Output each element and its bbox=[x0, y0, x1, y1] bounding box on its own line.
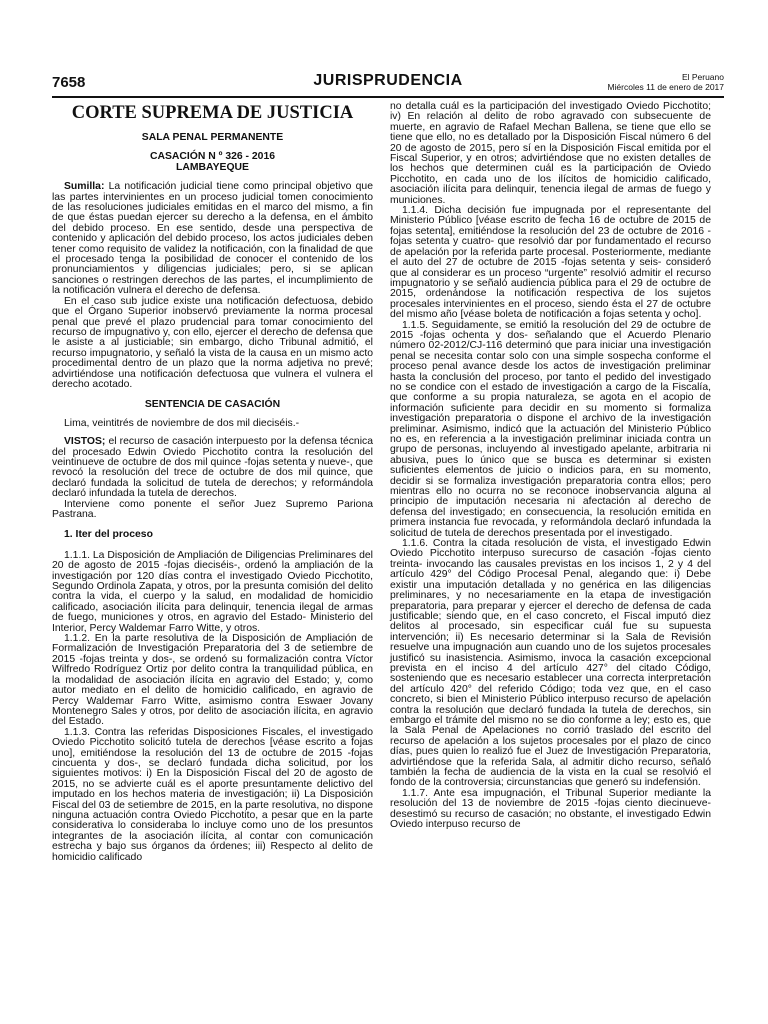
publication-date: Miércoles 11 de enero de 2017 bbox=[607, 82, 724, 92]
header-rule bbox=[52, 96, 724, 98]
vistos-label: VISTOS; bbox=[64, 436, 106, 448]
section-title: JURISPRUDENCIA bbox=[313, 72, 463, 89]
paragraph-1-1-7: 1.1.7. Ante esa impugnación, el Tribunal Superior mediante la resolución del 13 de noviembre de 2015 -fojas ciento diecinueve- desestimó su recurso de casación; no obstante, el investigado Edwin Oviedo interpuso recurso de bbox=[390, 787, 711, 831]
paragraph-1-1-6: 1.1.6. Contra la citada resolución de vista, el investigado Edwin Oviedo Picchotito interpuso surecurso de casación -fojas ciento treinta- invocando las causales previstas en los incisos 1, 2 y 4 del artículo 429° del Código Procesal Penal, alegando que: i) Debe existir una imputación detallada y no genérica en las diligencias preliminares, y no necesariamente en la etapa de investigación preparatoria, para preparar y ejercer el derecho de defensa de cada justificable; siendo que, en el caso concreto, el Fiscal imputó diez delitos al procesado, sin especificar cuál fue su supuesta intervención; ii) Es necesario determinar si la Sala de Revisión resuelve una impugnación aun cuando uno de los sujetos procesales justificó su inasistencia. Asimismo, invoca la casación excepcional prevista en el inciso 4 del artículo 427° del citado Código, sosteniendo que es necesario establecer una correcta interpretación del artículo 420° del referido Código; toda vez que, en el caso concreto, si bien el Ministerio Público interpuso recurso de apelación contra la resolución que declaró fundada la tutela de derechos, sin embargo el trámite del mismo no se dio conforme a ley; esto es, que la Sala Penal de Apelaciones no corrió traslado del escrito del recurso de apelación a los sujetos procesales por el plazo de cinco días, pues quien lo realizó fue el Juez de Investigación Preparatoria, advirtiéndose que la referida Sala, al admitir dicho recurso, señaló también la fecha de audiencia de la vista en la cual se resolvió el fondo de la controversia; circunstancias que generó su indefensión. bbox=[390, 538, 711, 789]
sentencia-title: SENTENCIA DE CASACIÓN bbox=[144, 399, 281, 411]
court-name: CORTE SUPREMA DE JUSTICIA bbox=[71, 103, 354, 123]
paragraph-1-1-2: 1.1.2. En la parte resolutiva de la Disposición de Ampliación de Formalización de Investigación Preparatoria del 3 de setiembre de 2015 -fojas treinta y dos-, se ordenó su formalización contra Víctor Wilfredo Rodríguez Ortiz por delito contra la tranquilidad pública, en la modalidad de asociación ilícita en agravio del Estado; y, como autor mediato en el delito de homicidio calificado, en agravio de Percy Waldemar Farro Witte, asimismo contra Eswaer Jovany Montenegro Sales y otros, por delito de asociación ilícita, en agravio del Estado. bbox=[52, 633, 373, 728]
iter-title: 1. Iter del proceso bbox=[64, 529, 153, 541]
paragraph-1-1-1: 1.1.1. La Disposición de Ampliación de Diligencias Preliminares del 20 de agosto de 2015 -fojas dieciséis-, ordenó la ampliación de la investigación por 120 días contra el investigado Oviedo Picchotito, Segundo Ordinola Zapata, y otros, por la presunta comisión del delito contra la vida, el cuerpo y la salud, en modalidad de homicidio calificado, asociación ilícita para delinquir, tenencia ilegal de armas de fuego, municiones y otros, en agravio del Estado- Ministerio del Interior, Percy Waldemar Farro Witte, y otros. bbox=[52, 549, 373, 634]
ponente-paragraph: Interviene como ponente el señor Juez Supremo Pariona Pastrana. bbox=[52, 498, 373, 520]
case-region: LAMBAYEQUE bbox=[176, 161, 249, 173]
case-number: CASACIÓN N º 326 - 2016 bbox=[149, 151, 276, 163]
vistos-paragraph bbox=[52, 437, 373, 499]
paragraph-1-1-4: 1.1.4. Dicha decisión fue impugnada por el representante del Ministerio Público [véase escrito de fecha 16 de octubre de 2015 de fojas setenta], emitiéndose la resolución del 23 de octubre de 2016 -fojas setenta y cuatro- que resolvió dar por fundamentado el recurso de apelación por la referida parte procesal. Posteriormente, mediante el auto del 27 de octubre de 2015 -fojas setenta y seis- consideró que al considerar es un proceso “urgente” resolvió admitir el recurso impugnatorio y se señaló audiencia pública para el 29 de octubre de 2015, ordenándose la notificación respectiva de los sujetos procesales intervinientes en el proceso, siendo ésta el 27 de octubre del mismo año [véase boleta de notificación a fojas setenta y ocho]. bbox=[390, 205, 711, 321]
left-column bbox=[52, 102, 373, 863]
publication-info bbox=[607, 72, 724, 92]
right-column bbox=[390, 102, 711, 830]
sumilla-label: Sumilla: bbox=[64, 181, 105, 193]
sentence-date: Lima, veintitrés de noviembre de dos mil dieciséis.- bbox=[64, 417, 300, 429]
chamber-name: SALA PENAL PERMANENTE bbox=[141, 132, 284, 143]
publication-name: El Peruano bbox=[681, 72, 724, 82]
paragraph-1-1-3-continued: no detalla cuál es la participación del investigado Oviedo Picchotito; iv) En relación al delito de robo agravado con subsecuente de muerte, en agravio de Rafael Mechan Ballena, se tiene que ello se tiene que ello, no es detallado por la Disposición Fiscal número 6 del 20 de agosto de 2015, pero sí en la Disposición Fiscal emitida por el Fiscal Superior, y en otros; advirtiéndose que no existen detalles de los hechos que determinen cuál es la participación de Oviedo Picchotito, en cada uno de los ilícitos de homicidio calificado, asociación ilícita para delinquir, tenencia ilegal de armas de fuego y municiones. bbox=[390, 101, 711, 206]
page-number: 7658 bbox=[52, 74, 86, 91]
paragraph-1-1-3: 1.1.3. Contra las referidas Disposiciones Fiscales, el investigado Oviedo Picchotito solicitó tutela de derechos [véase escrito a fojas uno], emitiéndose la resolución del 13 de octubre de 2015 -fojas cincuenta y dos-, se declaró fundada dicha solicitud, por los siguientes motivos: i) En la Disposición Fiscal del 20 de agosto de 2015, no se advierte cuál es el aporte presuntamente delictivo del imputado en los hechos materia de investigación; ii) La Disposición Fiscal del 03 de setiembre de 2015, en la parte resolutiva, no dispone ninguna actuación contra Oviedo Picchotito, a pesar que en la parte considerativa lo consideraba lo incluye como uno de los presuntos integrantes de la asociación ilícita, al contar con comunicación estrecha y bajo sus órganos da órdenes; iii) Respecto al delito de homicidio calificado bbox=[52, 726, 373, 863]
paragraph-1-1-5: 1.1.5. Seguidamente, se emitió la resolución del 29 de octubre de 2015 -fojas ochenta y dos- señalando que el Acuerdo Plenario número 02-2012/CJ-116 determinó que para iniciar una investigación penal se necesita contar solo con una simple sospecha conforme el proceso penal avance desde los actos de investigación preliminar hasta la conclusión del proceso, por tanto el pedido del investigado no se condice con el estado de investigación a cargo de la Fiscalía, que conforme a su propia naturaleza, se agota en el acopio de información suficiente para decidir en su momento si formaliza investigación preparatoria o dispone el archivo de la investigación preliminar. Asimismo, indicó que la actuación del Ministerio Público no es, en referencia a la investigación preliminar iniciada contra un grupo de personas, incluyendo al investigado apelante, arbitraria ni abusiva, pues lo único que se busca es determinar si existen suficientes elementos de juicio o indicios para, en su momento, decidir si se formaliza investigación preparatoria contra ellos; pero mientras ello no ocurra no se reconoce inobservancia alguna al principio de imputación necesaria ni afectación al derecho de defensa del investigado; en consecuencia, la resolución emitida en primera instancia fue revocada, y reformándola declaró infundada la solicitud de tutela de derechos presentada por el investigado. bbox=[390, 319, 711, 539]
sumilla-text: La notificación judicial tiene como principal objetivo que las partes intervinientes en un proceso judicial tomen conocimiento de las resoluciones judiciales emitidas en el marco del mismo, a fin de que éstas puedan ejercer su derecho a la defensa, en el ámbito del debido proceso. En ese sentido, desde una perspectiva de contenido y aplicación del debido proceso, los actos judiciales deben tener como requisito de validez la notificación, con la finalidad de que el procesado tenga la posibilidad de conocer el contenido de los pronunciamientos y diligencias judiciales; pero, si se aplican sanciones o restringen derechos de las partes, el incumplimiento de la notificación vulnera el derecho de defensa. bbox=[52, 181, 373, 297]
vistos-text: el recurso de casación interpuesto por la defensa técnica del procesado Edwin Oviedo Picchotito contra la resolución del veintinueve de octubre de dos mil quince -fojas setenta y nueve-, que revocó la resolución del trece de octubre de dos mil quince, que declaró fundada la solicitud de tutela de derechos; y reformándola declaró infundada la tutela de derechos. bbox=[52, 436, 373, 500]
sub-judice-paragraph: En el caso sub judice existe una notificación defectuosa, debido que el Órgano Superior inobservó previamente la norma procesal penal que prevé el plazo prudencial para tomar conocimiento del recurso de impugnativo y, con ello, ejercer el derecho de defensa que le asiste a al justiciable; sin embargo, dicho Tribunal admitió, el recurso impugnatorio, y señaló la vista de la causa en un mismo acto procedimental dentro de un plazo que la norma adjetiva no prevé; advirtiéndose una notificación defectuosa que vulnera el vulnera el derecho acotado. bbox=[52, 295, 373, 390]
sumilla-paragraph bbox=[52, 182, 373, 296]
